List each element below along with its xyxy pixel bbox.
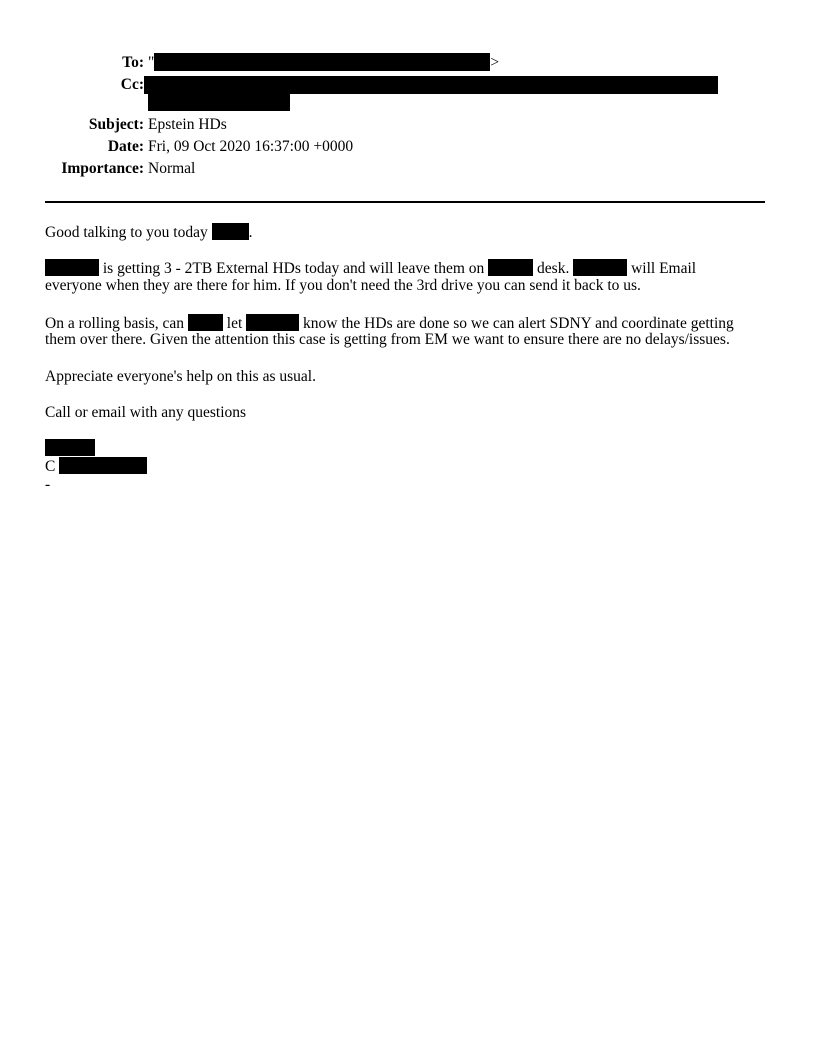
redaction-block: [59, 457, 147, 474]
to-value: [148, 52, 499, 74]
p3-text-a: On a rolling basis, can: [45, 315, 185, 332]
p1-end: .: [248, 224, 253, 241]
paragraph-2-line-2: everyone when they are there for him. If you don't need the 3rd drive you can send it back to us.: [45, 277, 641, 294]
to-quote: ": [148, 54, 155, 71]
redaction-block: [188, 314, 223, 331]
p2-text-b: desk.: [537, 260, 570, 277]
redaction-block: [246, 314, 299, 331]
redaction-block: [144, 76, 718, 94]
to-bracket: >: [490, 54, 500, 71]
date-value: Fri, 09 Oct 2020 16:37:00 +0000: [148, 138, 354, 155]
redaction-block: [45, 259, 99, 276]
to-row: [0, 52, 816, 74]
subject-row: [0, 114, 816, 136]
importance-label: Importance:: [61, 160, 144, 177]
redaction-block: [488, 259, 533, 276]
subject-label: Subject:: [88, 116, 144, 133]
date-label: Date:: [107, 138, 144, 155]
p1-text: Good talking to you today: [45, 224, 208, 241]
p2-text-c: will Email: [631, 260, 697, 277]
importance-value: Normal: [148, 160, 196, 177]
paragraph-2-line-1: [45, 259, 696, 277]
cc-label: Cc:: [120, 76, 144, 93]
paragraph-3-line-1: [45, 314, 734, 332]
header-divider: [45, 201, 765, 203]
redaction-block: [45, 439, 95, 456]
paragraph-5: Call or email with any questions: [45, 404, 247, 421]
to-label: To:: [122, 54, 144, 71]
signature-dash: -: [45, 476, 51, 493]
signature-line: [45, 457, 147, 475]
importance-row: [0, 158, 816, 180]
date-row: [0, 136, 816, 158]
redaction-block: [573, 259, 627, 276]
paragraph-4: Appreciate everyone's help on this as usual.: [45, 368, 316, 385]
redaction-block: [148, 94, 290, 111]
redaction-block: [212, 223, 249, 240]
paragraph-3-line-2: them over there. Given the attention this case is getting from EM we want to ensure there are no delays/issues.: [45, 331, 730, 348]
p3-text-c: know the HDs are done so we can alert SDNY and coordinate getting: [303, 315, 734, 332]
redaction-block: [154, 53, 490, 71]
paragraph-1: [45, 223, 253, 241]
signature-initial: C: [45, 458, 56, 475]
subject-value: Epstein HDs: [148, 116, 227, 133]
p2-text-a: is getting 3 - 2TB External HDs today and will leave them on: [102, 260, 485, 277]
p3-text-b: let: [226, 315, 243, 332]
